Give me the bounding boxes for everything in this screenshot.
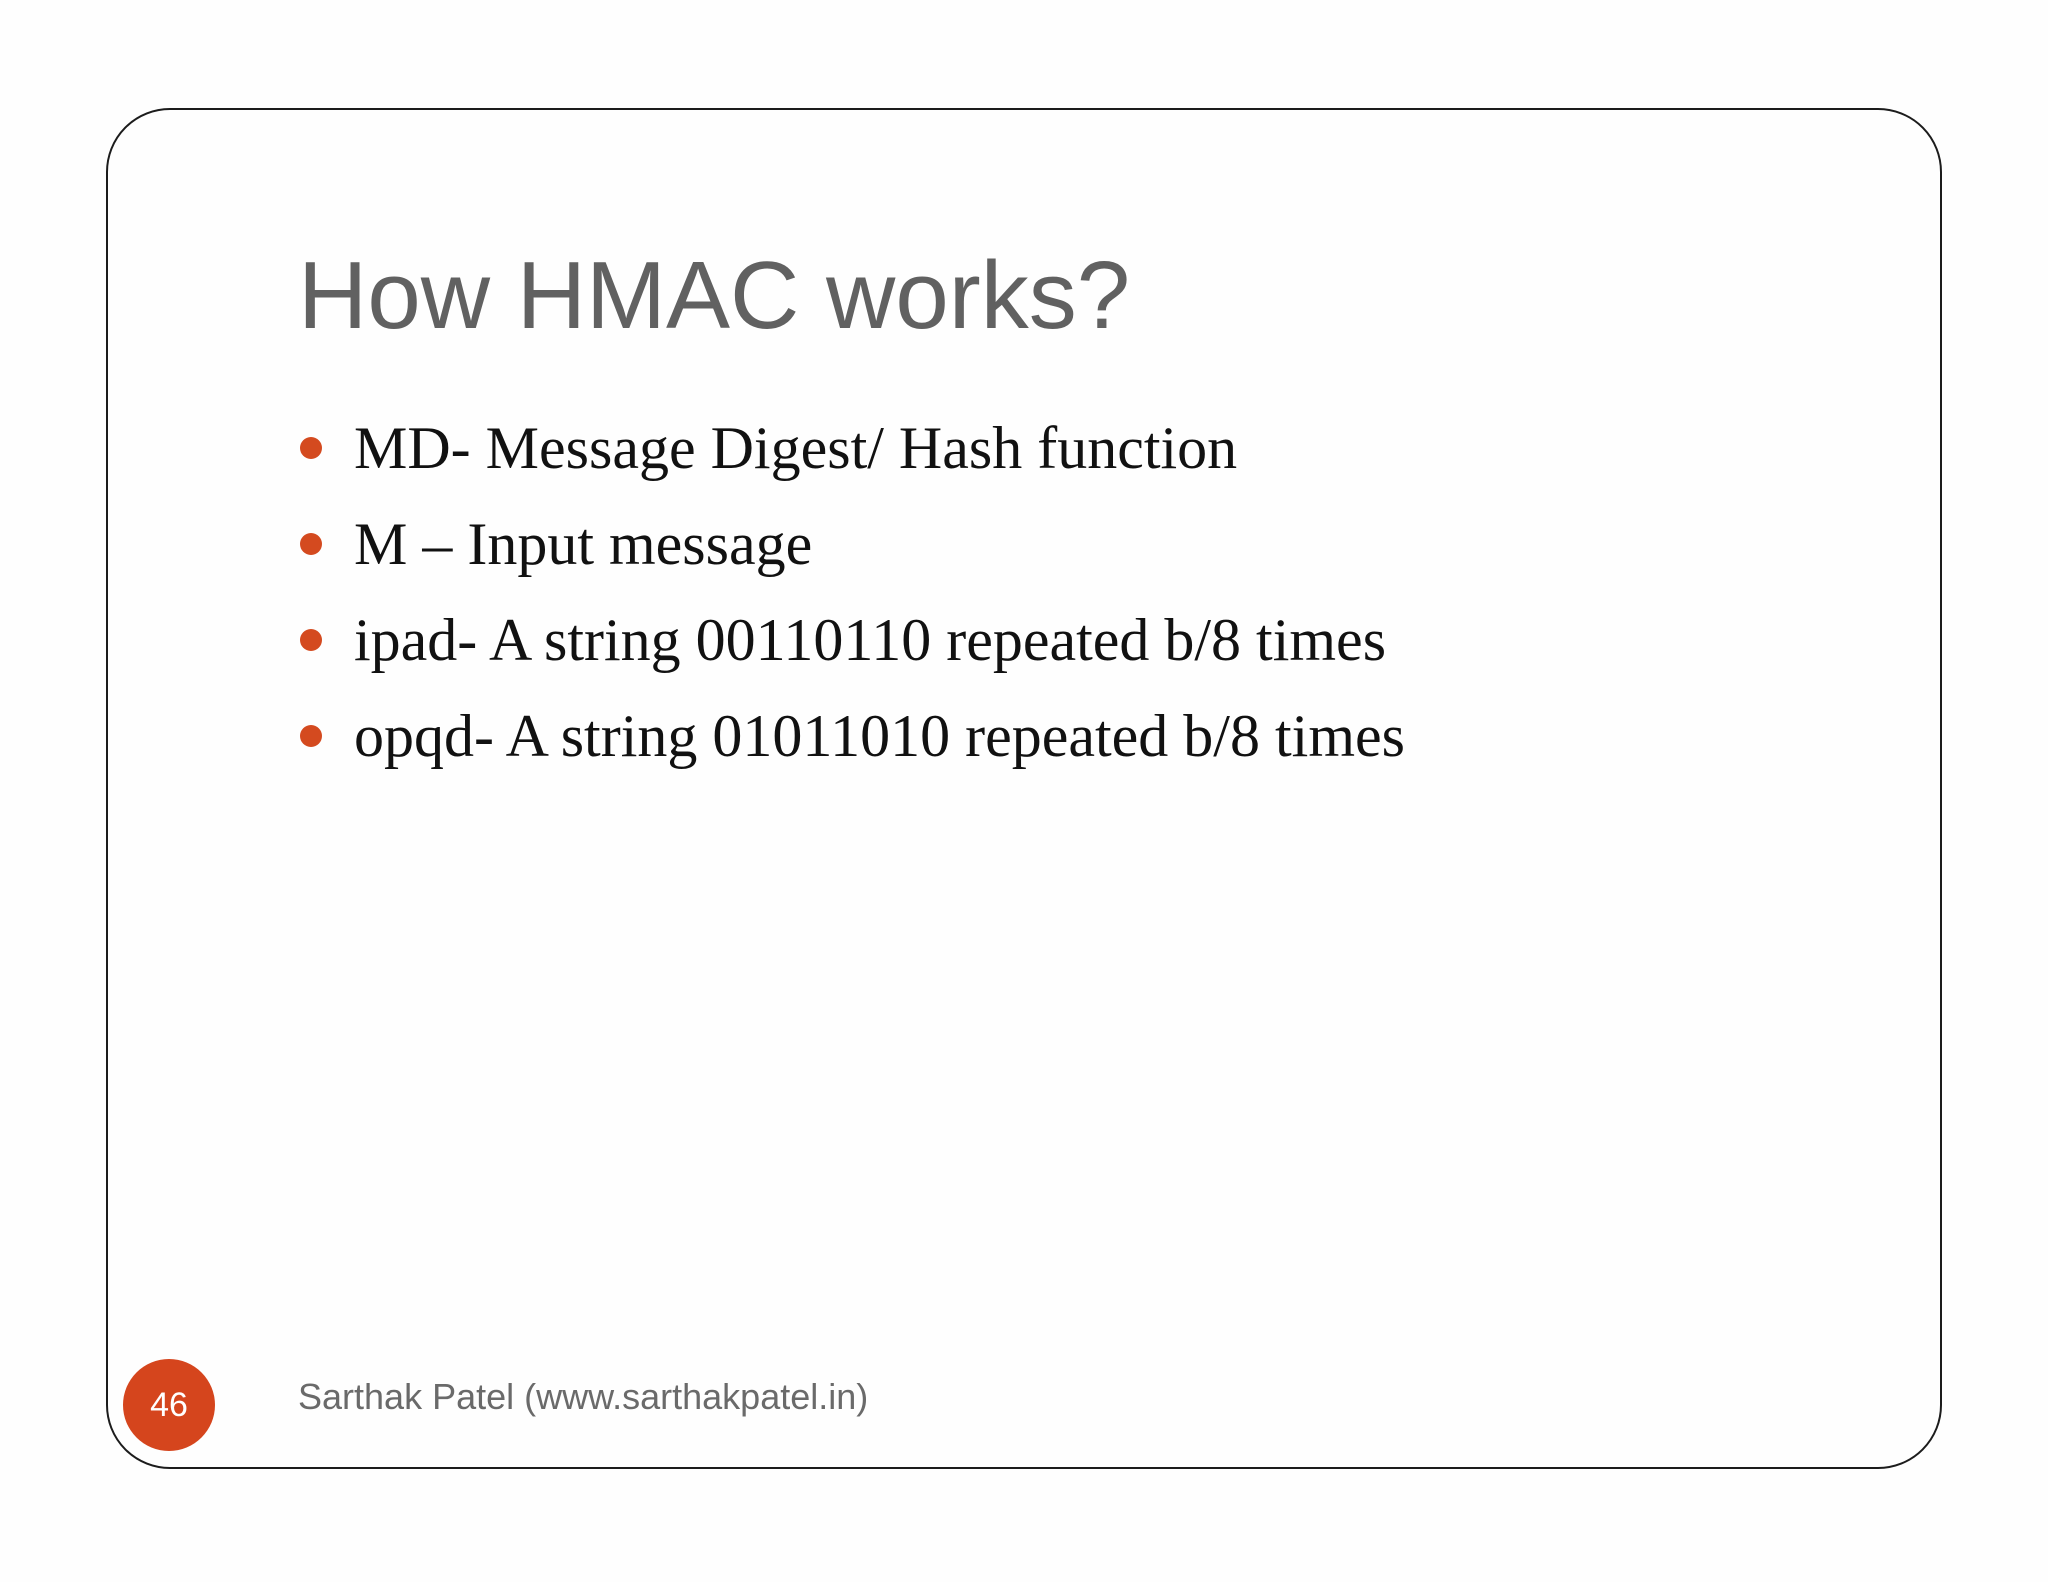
slide-number-badge: 46 xyxy=(123,1359,215,1451)
bullet-dot-icon xyxy=(300,629,322,651)
bullet-item xyxy=(300,592,1405,688)
slide-title: How HMAC works? xyxy=(298,242,1131,349)
bullet-dot-icon xyxy=(300,725,322,747)
bullet-item xyxy=(300,400,1405,496)
bullet-dot-icon xyxy=(300,533,322,555)
bullet-item xyxy=(300,688,1405,784)
bullet-text: ipad- A string 00110110 repeated b/8 times xyxy=(354,607,1387,673)
bullet-text: M – Input message xyxy=(354,511,813,577)
bullet-text: MD- Message Digest/ Hash function xyxy=(354,415,1238,481)
bullet-dot-icon xyxy=(300,437,322,459)
footer-credit: Sarthak Patel (www.sarthakpatel.in) xyxy=(298,1376,869,1417)
bullet-list xyxy=(300,400,1405,784)
bullet-item xyxy=(300,496,1405,592)
bullet-text: opqd- A string 01011010 repeated b/8 times xyxy=(354,703,1405,769)
